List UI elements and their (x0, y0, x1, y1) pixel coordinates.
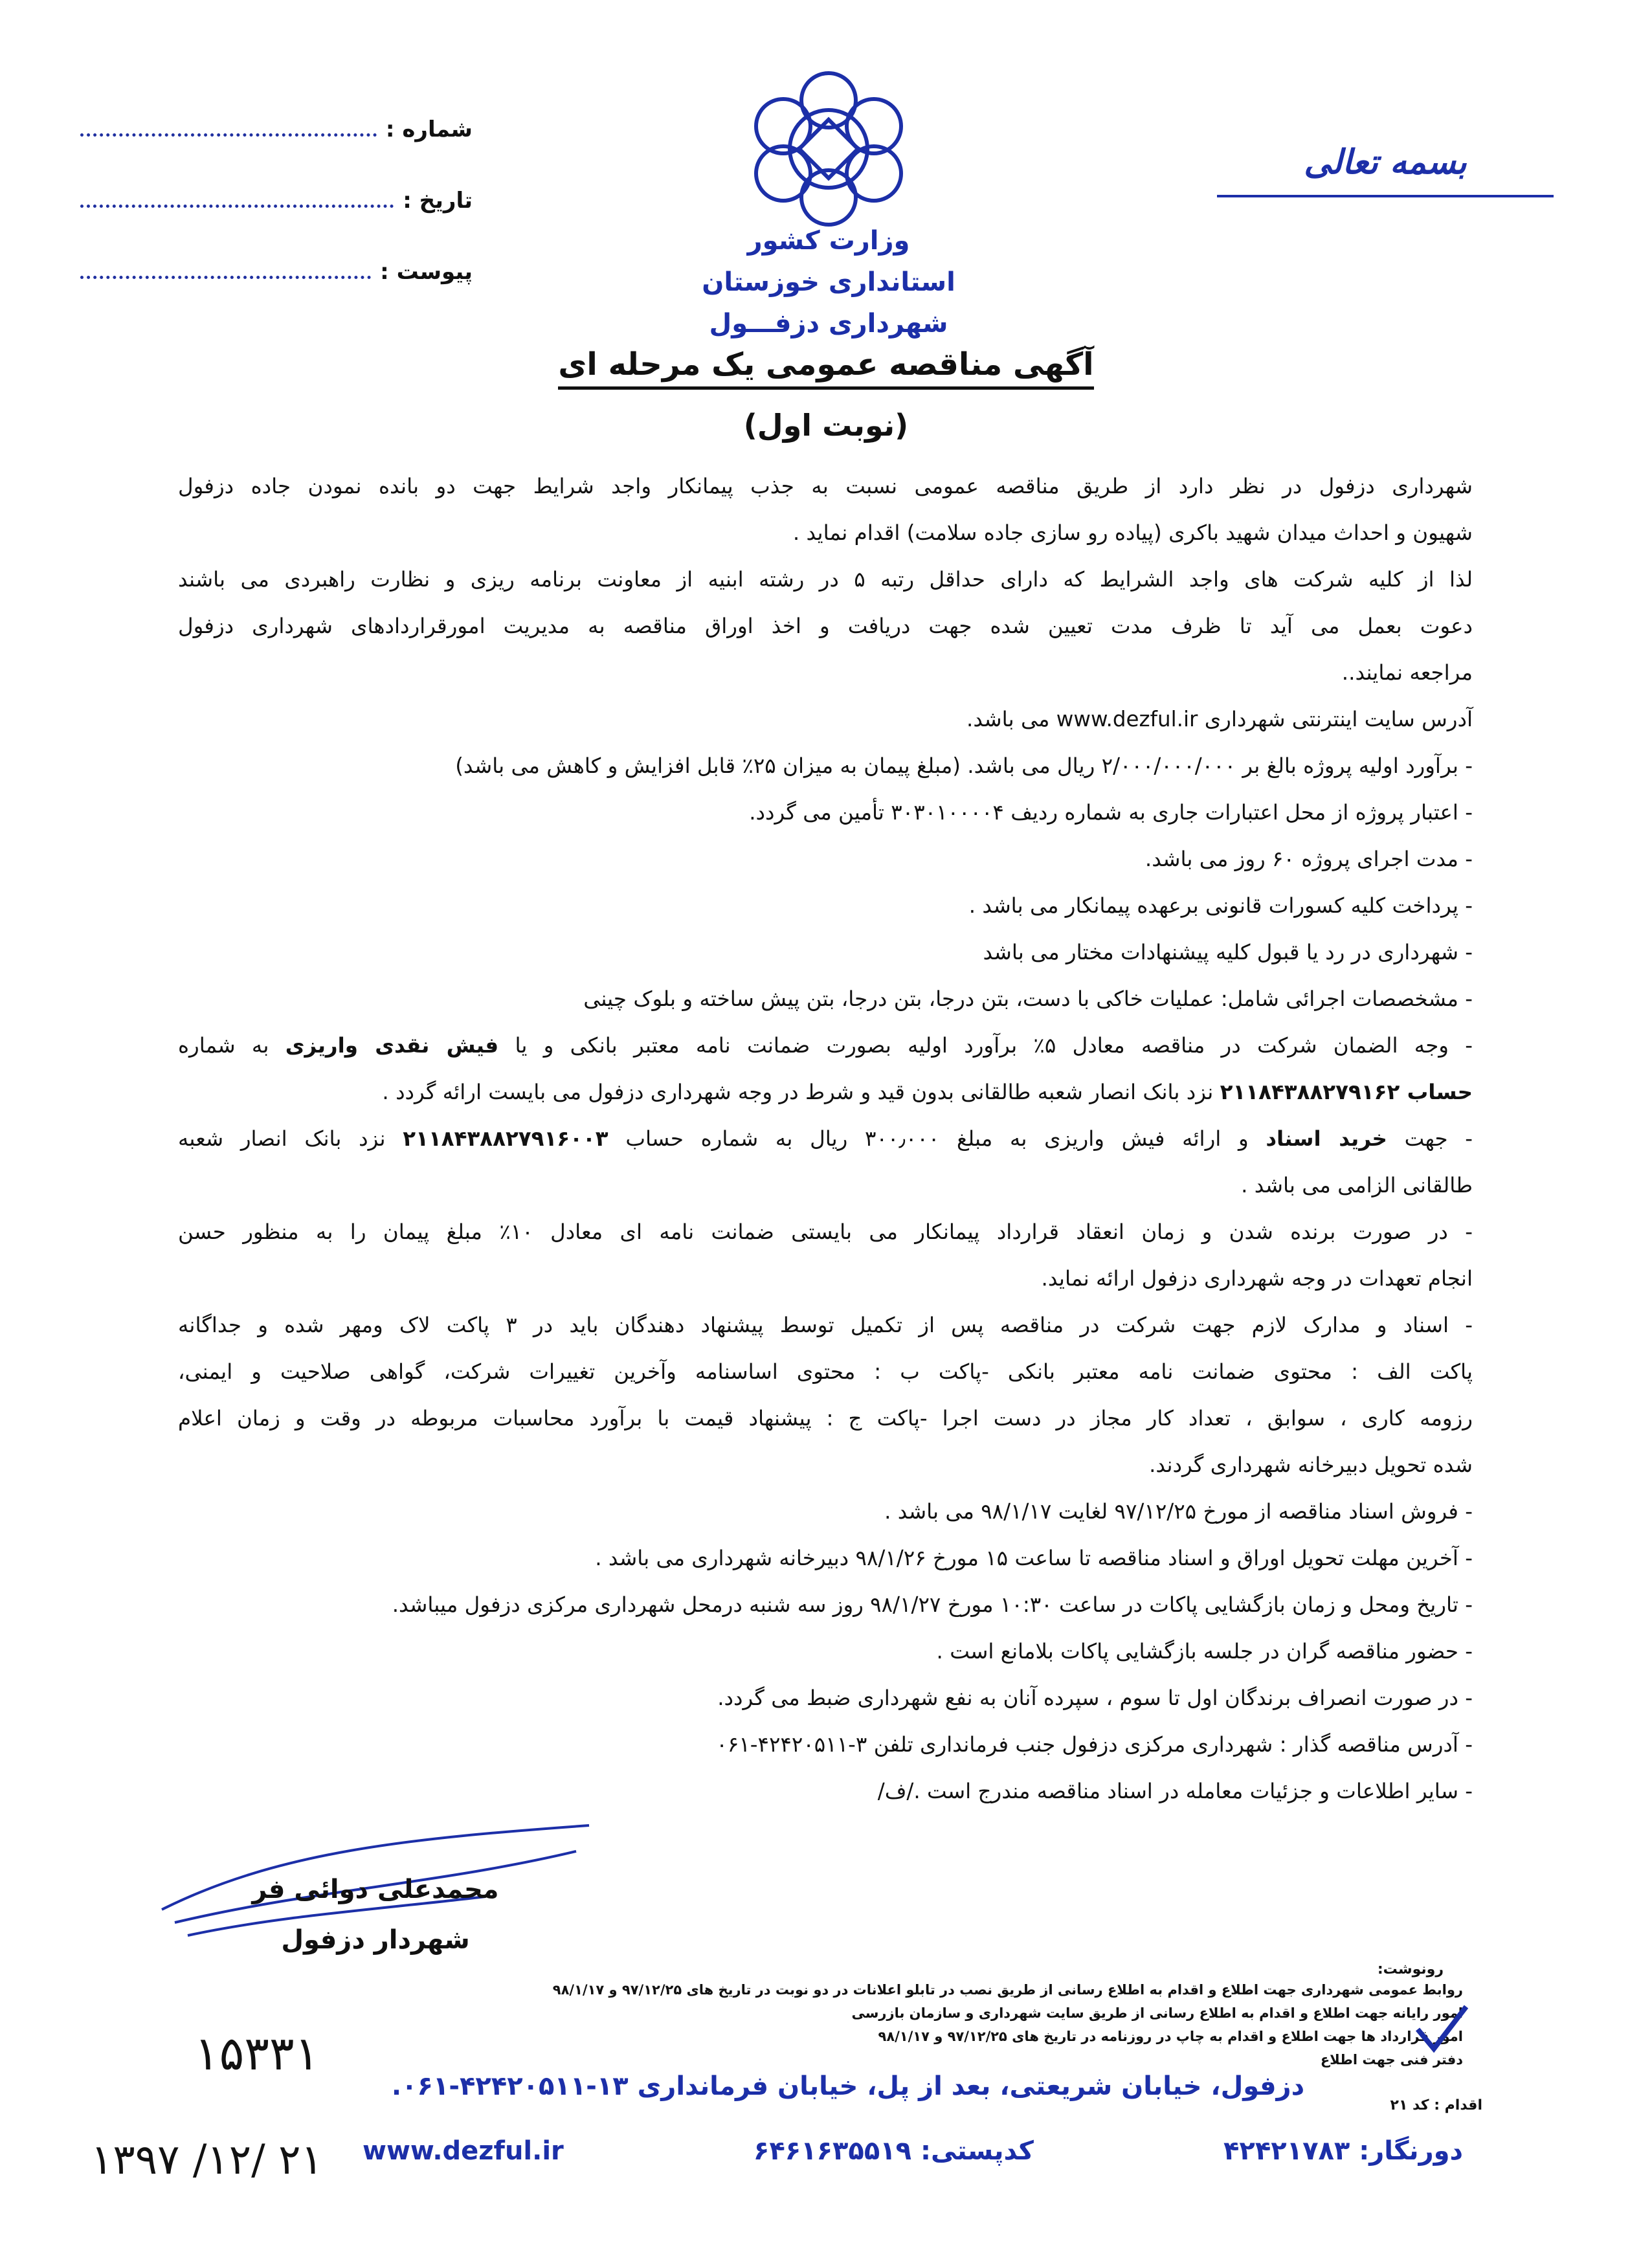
issuer-block (647, 220, 1010, 344)
signature-block (246, 1864, 505, 1965)
docs-line-4: شده تحویل دبیرخانه شهرداری گردند. (1149, 1453, 1473, 1477)
copy-item-contracts: امور قرارداد ها جهت اطلاع و اقدام به چاپ در روزنامه در تاریخ های ۹۷/۱۲/۲۵ و ۹۸/۱/۱۷ (878, 2029, 1463, 2044)
eligibility-line-3: مراجعه نمایند.. (1341, 660, 1473, 685)
letter-meta (71, 117, 473, 330)
eligibility-line-2: دعوت بعمل می آید تا ظرف مدت تعیین شده جهت دریافت و اخذ اوراق مناقصه به مدیریت امورقراردادهای شهرداری دزفول (178, 614, 1473, 638)
municipality-logo (731, 65, 926, 240)
copy-item-public-relations: روابط عمومی شهرداری جهت اطلاع و اقدام به اطلاع رسانی از طریق نصب در تابلو اعلانات در دو نوبت در تاریخ های ۹۷/۱۲/۲۵ و ۹۸/۱/۱۷ (552, 1982, 1463, 1998)
number-blank (80, 119, 377, 137)
checkmark-icon (1411, 2000, 1469, 2058)
deadline-line: - آخرین مهلت تحویل اوراق و اسناد مناقصه تا ساعت ۱۵ مورخ ۹۸/۱/۲۶ دبیرخانه شهرداری می باشد . (595, 1546, 1473, 1570)
signer-title: شهردار دزفول (281, 1925, 470, 1955)
footer-postal-code: کدپستی: ۶۴۶۱۶۳۵۵۱۹ (753, 2136, 1034, 2166)
purchase-line-1 (178, 1115, 1473, 1162)
copies-label: رونوشت: (1377, 1961, 1444, 1978)
guarantee-text-c: به شماره (178, 1033, 269, 1058)
docs-line-1: - اسناد و مدارک لازم جهت شرکت در مناقصه پس از تکمیل توسط پیشنهاد دهندگان باید در ۳ پاکت لاک ومهر شده و جداگانه (178, 1313, 1473, 1337)
notice-body (178, 463, 1473, 1814)
handwritten-number: ۱۵۳۳۱ (194, 2026, 320, 2080)
page-subtitle: (نوبت اول) (743, 408, 909, 443)
action-code: اقدام : کد ۲۱ (1390, 2097, 1482, 2113)
purchase-line-2: طالقانی الزامی می باشد . (1241, 1173, 1473, 1198)
guarantee-account: حساب ۲۱۱۸۴۳۸۸۲۷۹۱۶۲ (1220, 1080, 1473, 1104)
copy-item-technical: دفتر فنی جهت اطلاع (1320, 2052, 1463, 2068)
other-line: - سایر اطلاعات و جزئیات معامله در اسناد مناقصه مندرج است ./ف/ (877, 1779, 1473, 1803)
guarantee-line-2 (178, 1069, 1473, 1115)
attachment-blank (80, 262, 371, 279)
signer-name: محمدعلی دوائی فر (252, 1875, 499, 1904)
intro-line-2: شهیون و احداث میدان شهید باکری (پیاده رو سازی جاده سلامت) اقدام نماید . (792, 520, 1473, 545)
purchase-text-e: نزد بانک انصار شعبه (178, 1126, 386, 1151)
handwritten-date: ۱۳۹۷ /۱۲/ ۲۱ (91, 2136, 323, 2184)
website-line: آدرس سایت اینترنتی شهرداری www.dezful.ir می باشد. (966, 707, 1473, 731)
purchase-text-c: و ارائه فیش واریزی به مبلغ ۳۰۰٫۰۰۰ ریال به شماره حساب (625, 1126, 1249, 1151)
title-text: آگهی مناقصه عمومی یک مرحله ای (558, 346, 1093, 390)
address-line: - آدرس مناقصه گذار : شهرداری مرکزی دزفول جنب فرمانداری تلفن ۳-۴۲۴۲۰۵۱۱-۰۶۱ (716, 1732, 1473, 1757)
date-blank (80, 190, 394, 208)
guarantee-text-b: فیش نقدی واریزی (285, 1033, 499, 1058)
number-row (71, 117, 473, 188)
footer-website[interactable]: www.dezful.ir (363, 2136, 564, 2166)
credit-line: - اعتبار پروژه از محل اعتبارات جاری به شماره ردیف ۳۰۳۰۱۰۰۰۰۴ تأمین می گردد. (749, 800, 1473, 825)
withdraw-line: - در صورت انصراف برندگان اول تا سوم ، سپرده آنان به نفع شهرداری ضبط می گردد. (717, 1686, 1473, 1710)
municipality-name: شهرداری دزفـــول (709, 309, 948, 339)
footer-address: دزفول، خیابان شریعتی، بعد از پل، خیابان فرمانداری ۱۳-۴۲۴۲۰۵۱۱-۰۶۱. (391, 2071, 1305, 2101)
contract-line-2: انجام تعهدات در وجه شهرداری دزفول ارائه نماید. (1041, 1266, 1473, 1291)
copies-list (401, 1955, 1463, 2071)
date-row (71, 188, 473, 259)
opening-line: - تاریخ ومحل و زمان بازگشایی پاکات در ساعت ۱۰:۳۰ مورخ ۹۸/۱/۲۷ روز سه شنبه درمحل شهرداری مرکزی دزفول میباشد. (392, 1592, 1473, 1617)
guarantee-line-1 (178, 1022, 1473, 1069)
guarantee-bank: نزد بانک انصار شعبه طالقانی بدون قید و شرط در وجه شهرداری دزفول می بایست ارائه گردد . (382, 1080, 1214, 1104)
estimate-line: - برآورد اولیه پروژه بالغ بر ۲/۰۰۰/۰۰۰/۰۰۰ ریال می باشد. (مبلغ پیمان به میزان ۲۵٪ قابل افزایش و کاهش می باشد) (455, 753, 1473, 778)
intro-line-1: شهرداری دزفول در نظر دارد از طریق مناقصه عمومی نسبت به جذب پیمانکار واجد شرایط جهت دو بانده نمودن جاده دزفول (178, 474, 1473, 498)
purchase-text-b: خرید اسناد (1266, 1126, 1387, 1151)
sale-line: - فروش اسناد مناقصه از مورخ ۹۷/۱۲/۲۵ لغایت ۹۸/۱/۱۷ می باشد . (884, 1499, 1473, 1524)
presence-line: - حضور مناقصه گران در جلسه بازگشایی پاکات بلامانع است . (936, 1639, 1473, 1664)
eligibility-line-1: لذا از کلیه شرکت های واجد الشرایط که دارای حداقل رتبه ۵ در رشته ابنیه از معاونت برنامه ریزی و نظارت راهبردی می باشند (178, 567, 1473, 592)
copy-item-it: امور رایانه جهت اطلاع و اقدام به اطلاع رسانی از طریق سایت شهرداری و سازمان بازرسی (851, 2005, 1463, 2021)
specs-line: - مشخصصات اجرائی شامل: عملیات خاکی با دست، بتن درجا، بتن درجا، بتن پیش ساخته و بلوک چینی (583, 987, 1473, 1011)
contract-line-1: - در صورت برنده شدن و زمان انعقاد قرارداد پیمانکار می بایستی ضمانت نامه ای معادل ۱۰٪ مبلغ پیمان را به منظور حسن (178, 1220, 1473, 1244)
governorate-name: استانداری خوزستان (702, 267, 955, 297)
attachment-row (71, 259, 473, 330)
docs-line-3: رزومه کاری ، سوابق ، تعداد کار مجاز در دست اجرا -پاکت ج : پیشنهاد قیمت با برآورد محاسبات مربوطه در وقت و زمان اعلام (178, 1406, 1473, 1431)
purchase-text-a: - جهت (1404, 1126, 1473, 1151)
date-label: تاریخ : (403, 188, 473, 214)
docs-line-2: پاکت الف : محتوی ضمانت نامه معتبر بانکی -پاکت ب : محتوی اساسنامه وآخرین تغییرات شرکت، گواهی صلاحیت و ایمنی، (178, 1359, 1473, 1384)
footer-contacts (363, 2136, 1463, 2166)
guarantee-text-a: - وجه الضمان شرکت در مناقصه معادل ۵٪ برآورد اولیه بصورت ضمانت نامه معتبر بانکی و یا (515, 1033, 1473, 1058)
basmala: بسمه تعالی (1217, 142, 1554, 197)
ministry-name: وزارت کشور (747, 226, 910, 256)
attachment-label: پیوست : (380, 259, 473, 285)
duration-line: - مدت اجرای پروژه ۶۰ روز می باشد. (1144, 847, 1473, 871)
footer-fax: دورنگار: ۴۲۴۲۱۷۸۳ (1223, 2136, 1463, 2166)
purchase-account: ۲۱۱۸۴۳۸۸۲۷۹۱۶۰۰۳ (403, 1126, 608, 1151)
deductions-line: - پرداخت کلیه کسورات قانونی برعهده پیمانکار می باشد . (968, 893, 1473, 918)
page-title (194, 346, 1458, 383)
number-label: شماره : (385, 117, 473, 142)
reject-line: - شهرداری در رد یا قبول کلیه پیشنهادات مختار می باشد (983, 940, 1473, 964)
